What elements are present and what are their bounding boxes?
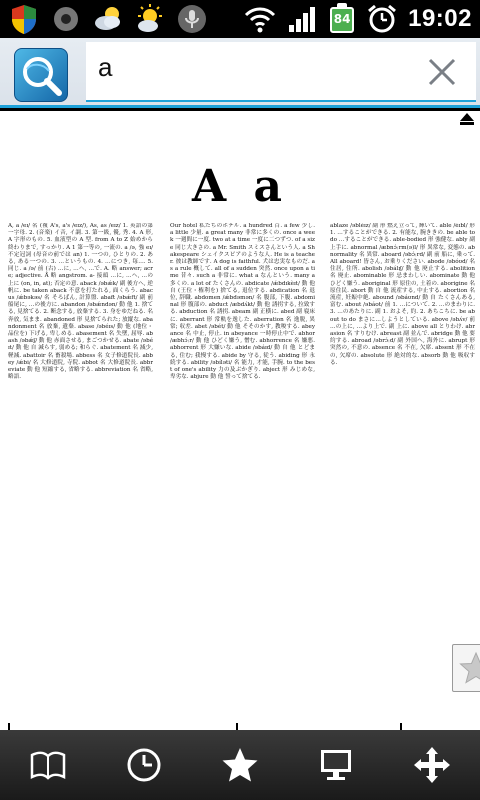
dictionary-column-3: ablaze /əbléɪz/ 副 形 燃え立って, 輝いて. able /éɪbl/ 形 1. …することができる. 2. 有能な, 腕ききの. be able to do …することができる. able-bodied 形 強健な. ably 副 上手に. abnormal /æbnɔ́ːrm(ə)l/ 形 異常な, 変態の. abnormality 名 異常. aboard /əbɔ́ːrd/ 副 前 船に, 乗って. All aboard! 皆さん, お乗りください. abode /əbóʊd/ 名 住居, 住所. abolish /əbálɪʃ/ 動 他 廃止する. abolition 名 廃止. abominable 形 忌まわしい. abominate 動 他 ひどく嫌う. aboriginal 形 原住の, 土着の. aborigine 名 原住民. abort 動 自 他 流産する, 中止する. abortion 名 流産, 妊娠中絶. abound /əbáʊnd/ 動 自 たくさんある, 富む. about /əbáʊt/ 前 1. …について. 2. …のまわりに. 3. …のあたりに. 副 1. およそ, 約. 2. あちこちに. be about to do まさに…しようとしている. above /əbʌ́v/ 前 …の上に, …より上で. 副 上に. above all とりわけ. abrasion 名 すりむけ. abreast 副 並んで. abridge 動 他 要約する. abroad /əbrɔ́ːd/ 副 外国へ, 海外に. abrupt 形 突然の, 不意の. absence 名 不在, 欠席. absent 形 不在の, 欠席の. absolute 形 絶対的な. absorb 動 他 吸収する.	[330, 223, 475, 366]
book-icon	[28, 745, 68, 785]
favorites-star-icon	[220, 745, 260, 785]
dictionary-content[interactable]	[0, 111, 480, 730]
dictionary-column-2: Our hotel 私たちのホテル. a hundred 百. a few 少し. a little 少量. a great many 非常に多くの. once a week 一週間に一度. two at a time 一度に二つずつ. of a size 同じ大きさの. a Mr. Smith スミスさんという人. a Shakespeare シェイクスピアのような人. He is a teacher. 彼は教師です. A dog is faithful. 犬は忠実なものだ. as a rule 概して. all of a sudden 突然. once upon a time 昔々. such a 非常に. what a なんという. many a 多くの. a lot of たくさんの. abdicate /ǽbdɪkèɪt/ 動 他 自 (王位・権利を) 捨てる, 退位する. abdication 名 退位, 辞職. abdomen /ǽbdəmən/ 名 腹部, 下腹. abdominal 形 腹部の. abduct /æbdʌ́kt/ 動 他 誘拐する, 拉致する. abduction 名 誘拐. abeam 副 正横に. abed 副 寝床に. aberrant 形 常軌を逸した. aberration 名 逸脱, 異常; 収差. abet /əbét/ 動 他 そそのかす, 教唆する. abeyance 名 中止, 停止. in abeyance 一時停止中で. abhor /æbhɔ́ːr/ 動 他 ひどく嫌う, 憎む. abhorrence 名 嫌悪. abhorrent 形 大嫌いな. abide /əbáɪd/ 動 自 他 とどまる, 住む; 我慢する. abide by 守る, 従う. abiding 形 永続する. ability /əbíləti/ 名 能力, 才能, 手腕. to the best of one's ability 力の及ぶかぎり. abject 形 みじめな, 卑劣な. abjure 動 他 誓って捨てる.	[170, 223, 315, 381]
monitor-button[interactable]	[306, 735, 366, 795]
search-toolbar	[0, 38, 480, 108]
page-heading: A a	[192, 161, 288, 212]
page-tick	[236, 723, 238, 730]
status-bar	[0, 0, 480, 38]
microphone-icon	[176, 3, 208, 35]
add-favorite-button[interactable]	[452, 644, 480, 692]
dictionary-logo-icon[interactable]	[14, 48, 68, 102]
close-icon[interactable]	[426, 56, 458, 88]
bottom-nav	[0, 730, 480, 800]
book-button[interactable]	[18, 735, 78, 795]
record-icon	[50, 3, 82, 35]
dictionary-column-1: A, a /eɪ/ 名 (複 A's, a's /eɪz/), As, as /eɪz/ 1. 英語の第一字母. 2. (音楽) イ音, イ調. 3. 第一級, 優, 秀. 4. A 形, A 字形のもの. 5. 血液型の A 型. from A to Z 始めから終わりまで, すっかり. A 1 第一等の, 一流の. a /ə, 強 eɪ/ 不定冠詞 (母音の前では an) 1. 一つの, ひとりの. 2. ある, ある一つの. 3. …というもの. 4. …につき, 毎…. 5. 同じ. a /ə/ 前 (古) …に, …へ, …で. A. 略 answer; acre; adjective. Å 略 angstrom. a- 接頭 …に, …へ, …の上に (on, in, at); 否定の意. aback /əbǽk/ 副 後方へ, 逆帆に. be taken aback 不意を打たれる, 面くらう. abacus /ǽbəkəs/ 名 そろばん, 計算盤. abaft /əbǽft/ 副 前 船尾に, …の後方に. abandon /əbǽndən/ 動 他 1. 捨てる, 見捨てる. 2. 断念する, 放棄する. 3. 身をゆだねる. 名 奔放, 気まま. abandoned 形 見捨てられた; 放縦な. abandonment 名 放棄, 遺棄. abase /əbéɪs/ 動 他 (地位・品位を) 下げる, 卑しめる. abasement 名 失墜, 屈辱. abash /əbǽʃ/ 動 他 赤面させる, まごつかせる. abate /əbéɪt/ 動 他 自 減らす, 弱める; 和らぐ. abatement 名 減少, 軽減. abattoir 名 畜殺場. abbess 名 女子修道院長. abbey /ǽbi/ 名 大修道院, 寺院. abbot 名 大修道院長. abbreviate 動 他 短縮する, 省略する. abbreviation 名 省略, 略語.	[8, 223, 153, 381]
alarm-icon	[366, 3, 398, 35]
weather-sunny-icon	[134, 3, 166, 35]
battery-level: 84	[333, 12, 351, 26]
page-marker-icon	[460, 113, 474, 125]
search-input[interactable]	[86, 42, 476, 102]
status-left-icons	[8, 3, 208, 35]
favorites-button[interactable]	[210, 735, 270, 795]
status-clock: 19:02	[408, 5, 472, 32]
move-button[interactable]	[402, 735, 462, 795]
search-input-value: a	[98, 52, 113, 82]
status-right-icons	[244, 3, 472, 35]
move-arrows-icon	[412, 745, 452, 785]
shield-icon	[8, 3, 40, 35]
weather-cloudy-icon	[92, 3, 124, 35]
history-clock-icon	[124, 745, 164, 785]
page-tick	[8, 723, 10, 730]
signal-icon	[286, 3, 318, 35]
page-tick	[400, 723, 402, 730]
history-button[interactable]	[114, 735, 174, 795]
favorite-star-icon	[459, 651, 480, 685]
battery-icon	[328, 3, 356, 35]
wifi-icon	[244, 3, 276, 35]
monitor-icon	[316, 745, 356, 785]
dictionary-page	[0, 111, 480, 730]
